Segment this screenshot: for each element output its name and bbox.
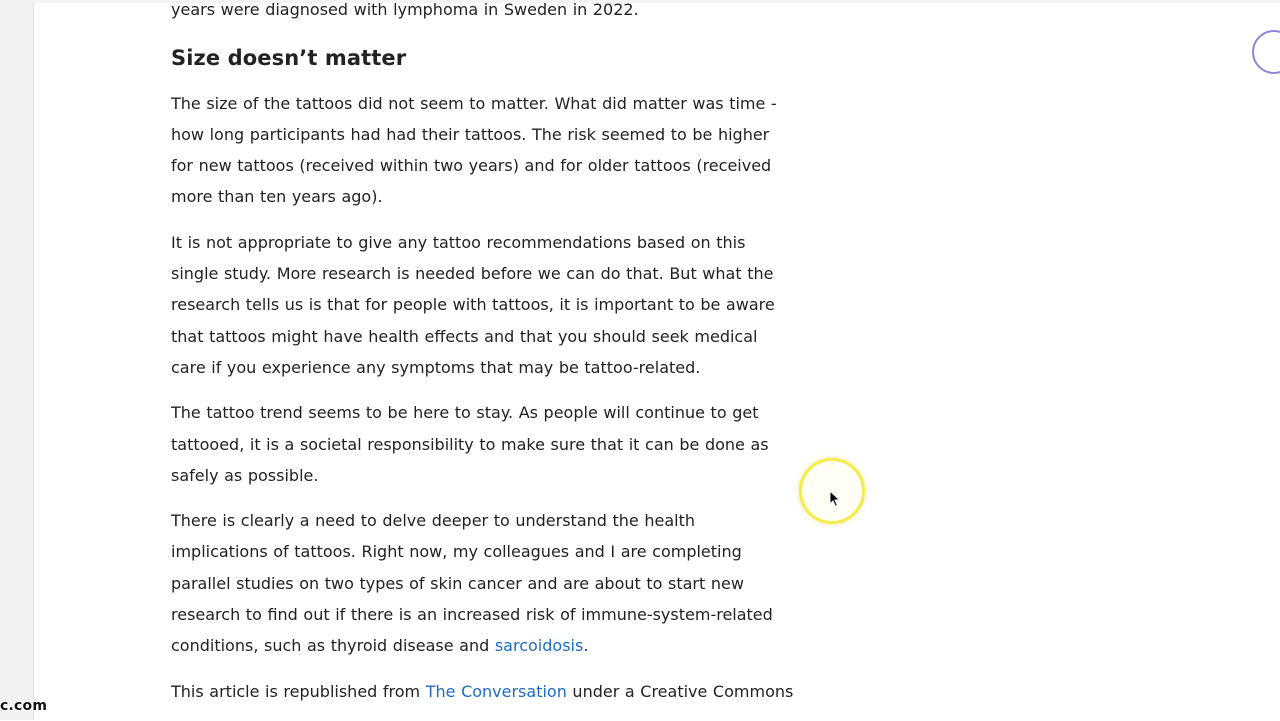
paragraph-5-start: This article is republished from <box>171 681 426 701</box>
paragraph-4 <box>171 505 796 661</box>
sarcoidosis-link[interactable]: sarcoidosis <box>494 636 584 656</box>
arrow-cursor-icon <box>829 490 841 508</box>
paragraph-4-end: . <box>583 636 589 656</box>
paragraph-5 <box>171 676 796 707</box>
paragraph-5-end: under a Creative Commons <box>566 681 794 701</box>
floating-widget-button[interactable] <box>1252 30 1280 74</box>
intro-paragraph-tail: years were diagnosed with lymphoma in Sweden in 2022. <box>171 0 639 19</box>
paragraph-4-text: There is clearly a need to delve deeper to understand the health implications of tattoos. Right now, my colleagues and I are completing parallel studies on two types of skin cancer and are about to start new research to find out if there is an increased risk of immune-system-related conditions, such as thyroid disease and <box>171 511 773 656</box>
paragraph-3: The tattoo trend seems to be here to stay. As people will continue to get tattooed, it is a societal responsibility to make sure that it can be done as safely as possible. <box>171 403 769 485</box>
article-body <box>171 0 796 721</box>
paragraph-1: The size of the tattoos did not seem to matter. What did matter was time - how long participants had had their tattoos. The risk seemed to be higher for new tattoos (received within two years) and for older tattoos (received more than ten years ago). <box>171 93 777 207</box>
the-conversation-link[interactable]: The Conversation <box>425 681 567 701</box>
left-gutter <box>0 0 34 720</box>
section-heading: Size doesn’t matter <box>171 46 407 71</box>
watermark-text: c.com <box>0 698 48 714</box>
paragraph-2: It is not appropriate to give any tattoo recommendations based on this single study. More research is needed before we can do that. But what the research tells us is that for people with tattoos, it is important to be aware that tattoos might have health effects and that you should seek medical care if you experience any symptoms that may be tattoo-related. <box>171 232 775 377</box>
